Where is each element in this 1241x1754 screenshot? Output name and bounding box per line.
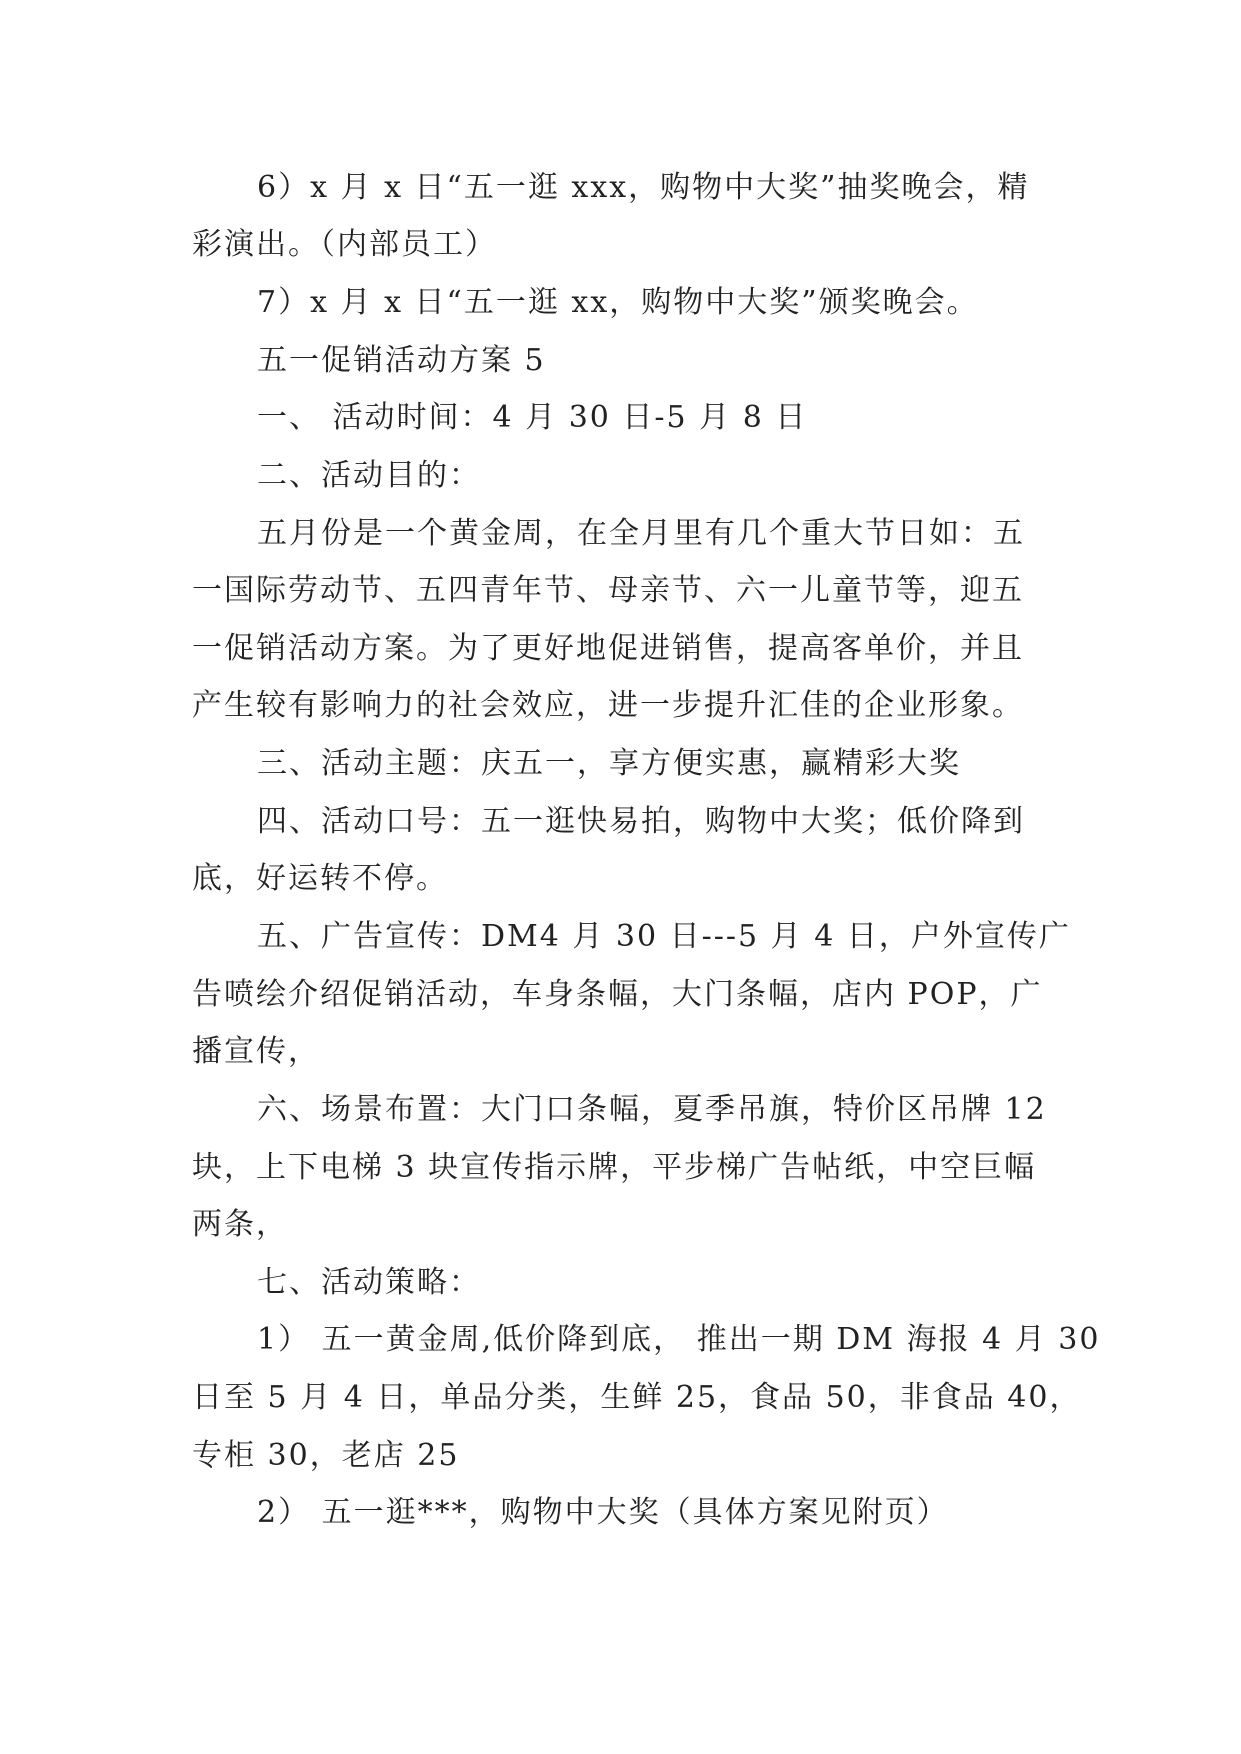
text-line: 6）x 月 x 日“五一逛 xxx，购物中大奖”抽奖晚会，精 <box>257 170 1030 205</box>
text-line: 一国际劳动节、五四青年节、母亲节、六一儿童节等，迎五 <box>192 573 1024 608</box>
text-line: 五、广告宣传：DM4 月 30 日---5 月 4 日，户外宣传广 <box>257 919 1071 954</box>
text-line: 七、活动策略： <box>257 1265 481 1300</box>
text-line: 7）x 月 x 日“五一逛 xx，购物中大奖”颁奖晚会。 <box>257 285 979 320</box>
text-line: 2） 五一逛***，购物中大奖（具体方案见附页） <box>257 1495 949 1530</box>
text-line: 彩演出。（内部员工） <box>192 227 497 262</box>
text-line: 两条， <box>192 1207 288 1242</box>
text-line: 产生较有影响力的社会效应，进一步提升汇佳的企业形象。 <box>192 688 1024 723</box>
text-line: 告喷绘介绍促销活动，车身条幅，大门条幅，店内 POP，广 <box>192 977 1043 1012</box>
section-heading: 五一促销活动方案 5 <box>257 343 546 378</box>
text-line: 四、活动口号：五一逛快易拍，购物中大奖；低价降到 <box>257 804 1025 839</box>
text-line: 底，好运转不停。 <box>192 861 448 896</box>
text-line: 一促销活动方案。为了更好地促进销售，提高客单价，并且 <box>192 631 1024 666</box>
text-line: 六、场景布置：大门口条幅，夏季吊旗，特价区吊牌 12 <box>257 1092 1047 1127</box>
text-line: 块，上下电梯 3 块宣传指示牌，平步梯广告帖纸，中空巨幅 <box>192 1150 1037 1185</box>
text-line: 专柜 30，老店 25 <box>192 1438 460 1473</box>
text-line: 二、活动目的： <box>257 458 481 493</box>
text-line: 1） 五一黄金周,低价降到底， 推出一期 DM 海报 4 月 30 <box>257 1322 1101 1357</box>
text-line: 五月份是一个黄金周，在全月里有几个重大节日如：五 <box>257 516 1025 551</box>
text-line: 播宣传， <box>192 1034 320 1069</box>
text-line: 一、 活动时间：4 月 30 日-5 月 8 日 <box>257 400 808 435</box>
text-line: 三、活动主题：庆五一，享方便实惠，赢精彩大奖 <box>257 746 961 781</box>
text-line: 日至 5 月 4 日，单品分类，生鲜 25，食品 50，非食品 40， <box>192 1380 1082 1415</box>
